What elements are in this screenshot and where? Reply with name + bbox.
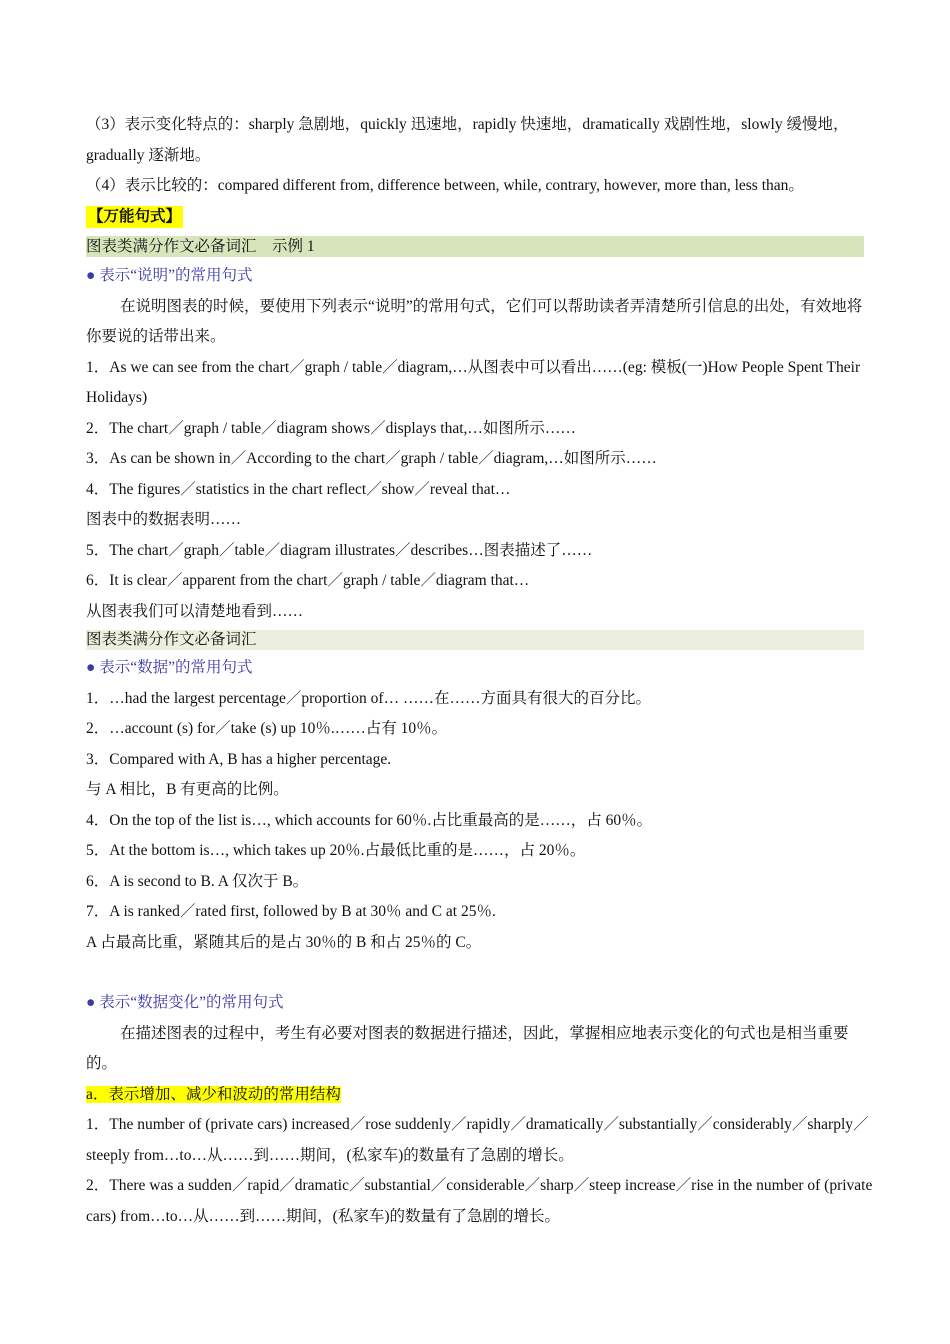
explain-item: 4．The figures／statistics in the chart reflect／show／reveal that…	[86, 480, 511, 498]
bullet-data-heading: ● 表示“数据”的常用句式	[86, 659, 253, 676]
bullet-explain-heading: ● 表示“说明”的常用句式	[86, 267, 253, 284]
change-item: 1．The number of (private cars) increased／rose suddenly／rapidly／dramatically／substantially／considerably／sharply／steeply from…to…从……到……期间，(私家车)的数量有了急剧的增长。	[86, 1116, 869, 1164]
change-item: 2．There was a sudden／rapid／dramatic／substantial／considerable／sharp／steep increase／rise in the number of (private cars) from…to…从……到……期间，(私家车)的数量有了急剧的增长。	[86, 1177, 873, 1225]
data-item: 与 A 相比，B 有更高的比例。	[86, 781, 289, 798]
data-item: 2．…account (s) for／take (s) up 10％.……占有 10％。	[86, 720, 448, 737]
data-item: 3．Compared with A, B has a higher percentage.	[86, 750, 392, 768]
explain-item: 5．The chart／graph／table／diagram illustrates／describes…图表描述了……	[86, 541, 593, 559]
explain-intro: 在说明图表的时候，要使用下列表示“说明”的常用句式，它们可以帮助读者弄清楚所引信息的出处，有效地将你要说的话带出来。	[86, 297, 863, 345]
explain-item: 1．As we can see from the chart／graph / table／diagram,…从图表中可以看出……(eg: 模板(一)How People Spent Their Holidays)	[86, 358, 861, 406]
section-3-paragraph: （3）表示变化特点的：sharply 急剧地，quickly 迅速地，rapidly 快速地，dramatically 戏剧性地，slowly 缓慢地，gradually 逐渐地。	[86, 116, 849, 164]
data-item: A 占最高比重，紧随其后的是占 30％的 B 和占 25％的 C。	[86, 933, 482, 951]
explain-item: 2．The chart／graph / table／diagram shows／displays that,…如图所示……	[86, 419, 576, 437]
universal-sentence-tag: 【万能句式】	[86, 206, 183, 228]
section-tag-line	[86, 202, 876, 233]
explain-item: 图表中的数据表明……	[86, 511, 242, 528]
explain-item: 从图表我们可以清楚地看到……	[86, 602, 304, 620]
section-4-paragraph: （4）表示比较的：compared different from, difference between, while, contrary, however, more than, less than。	[86, 177, 804, 194]
data-item: 4．On the top of the list is…, which accounts for 60％.占比重最高的是……，占 60％。	[86, 811, 653, 829]
data-item: 7．A is ranked／rated first, followed by B at 30％ and C at 25％.	[86, 903, 496, 920]
data-item: 5．At the bottom is…, which takes up 20％.占最低比重的是……，占 20％。	[86, 842, 586, 859]
data-item: 1．…had the largest percentage／proportion of… ……在……方面具有很大的百分比。	[86, 689, 651, 707]
vocab-band-1: 图表类满分作文必备词汇 示例 1	[86, 236, 864, 257]
bullet-change-heading: ● 表示“数据变化”的常用句式	[86, 994, 284, 1011]
spacer	[86, 958, 876, 988]
vocab-band-2: 图表类满分作文必备词汇	[86, 630, 864, 650]
explain-item: 3．As can be shown in／According to the chart／graph / table／diagram,…如图所示……	[86, 450, 657, 467]
subheading-a: a．表示增加、减少和波动的常用结构	[86, 1085, 341, 1103]
change-intro: 在描述图表的过程中，考生有必要对图表的数据进行描述，因此，掌握相应地表示变化的句式也是相当重要的。	[86, 1024, 849, 1072]
explain-item: 6．It is clear／apparent from the chart／graph / table／diagram that…	[86, 572, 530, 589]
subheading-line	[86, 1080, 876, 1111]
document-page	[86, 110, 876, 1232]
data-item: 6．A is second to B. A 仅次于 B。	[86, 872, 309, 890]
